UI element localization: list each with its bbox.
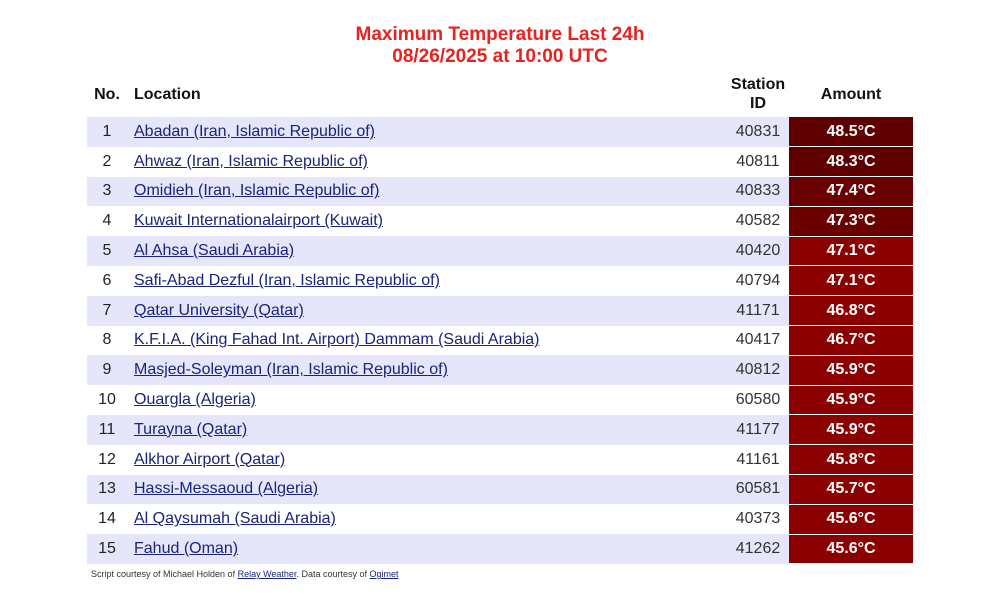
station-id-cell: 41171 [727, 296, 789, 326]
amount-cell: 45.7°C [789, 475, 913, 505]
row-number: 9 [87, 355, 127, 385]
amount-cell: 45.6°C [789, 504, 913, 534]
column-header-location: Location [134, 85, 201, 103]
location-link[interactable]: Al Qaysumah (Saudi Arabia) [134, 510, 336, 528]
station-id-cell: 60580 [727, 385, 789, 415]
location-link[interactable]: K.F.I.A. (King Fahad Int. Airport) Dammam (Saudi Arabia) [134, 331, 540, 349]
location-link[interactable]: Omidieh (Iran, Islamic Republic of) [134, 182, 380, 200]
location-link[interactable]: Al Ahsa (Saudi Arabia) [134, 242, 295, 260]
location-link[interactable]: Turayna (Qatar) [134, 420, 248, 438]
table-row [87, 326, 913, 356]
station-id-cell: 60581 [727, 475, 789, 505]
amount-cell: 48.5°C [789, 117, 913, 147]
row-number: 12 [87, 445, 127, 475]
table-row [87, 147, 913, 177]
station-id-cell: 40582 [727, 206, 789, 236]
row-number: 6 [87, 266, 127, 296]
station-id-cell: 40373 [727, 504, 789, 534]
location-cell [127, 147, 727, 177]
station-id-cell: 41177 [727, 415, 789, 445]
location-link[interactable]: Ouargla (Algeria) [134, 391, 256, 409]
table-row [87, 534, 913, 564]
row-number: 10 [87, 385, 127, 415]
location-cell [127, 236, 727, 266]
amount-cell: 47.1°C [789, 266, 913, 296]
row-number: 15 [87, 534, 127, 564]
row-number: 2 [87, 147, 127, 177]
table-row [87, 475, 913, 505]
row-number: 14 [87, 504, 127, 534]
location-link[interactable]: Safi-Abad Dezful (Iran, Islamic Republic of) [134, 271, 440, 289]
table-row [87, 296, 913, 326]
ogimet-link[interactable]: Ogimet [369, 569, 399, 579]
station-id-cell: 40417 [727, 326, 789, 356]
table-row [87, 206, 913, 236]
location-cell [127, 326, 727, 356]
location-cell [127, 266, 727, 296]
table-header [87, 71, 913, 117]
amount-cell: 48.3°C [789, 147, 913, 177]
column-header-station-id [727, 71, 789, 117]
table-row [87, 266, 913, 296]
amount-cell: 45.9°C [789, 355, 913, 385]
column-header-station-id-line1: Station [730, 76, 786, 93]
amount-cell: 45.9°C [789, 415, 913, 445]
row-number: 11 [87, 415, 127, 445]
row-number: 5 [87, 236, 127, 266]
station-id-cell: 41161 [727, 445, 789, 475]
amount-cell: 45.9°C [789, 385, 913, 415]
row-number: 1 [87, 117, 127, 147]
table-row [87, 445, 913, 475]
table-row [87, 117, 913, 147]
station-id-cell: 40420 [727, 236, 789, 266]
station-id-cell: 40811 [727, 147, 789, 177]
credits-prefix: Script courtesy of Michael Holden of [91, 569, 238, 579]
page-title: Maximum Temperature Last 24h [355, 24, 645, 45]
amount-cell: 47.4°C [789, 177, 913, 207]
table-row [87, 385, 913, 415]
location-cell [127, 445, 727, 475]
station-id-cell: 40794 [727, 266, 789, 296]
credits-middle: . Data courtesy of [296, 569, 370, 579]
location-cell [127, 355, 727, 385]
amount-cell: 47.3°C [789, 206, 913, 236]
station-id-cell: 40812 [727, 355, 789, 385]
location-cell [127, 415, 727, 445]
row-number: 4 [87, 206, 127, 236]
location-cell [127, 385, 727, 415]
station-id-cell: 40831 [727, 117, 789, 147]
temperature-table [87, 71, 913, 564]
credits-footer [91, 569, 399, 579]
amount-cell: 46.8°C [789, 296, 913, 326]
location-cell [127, 117, 727, 147]
column-header-no: No. [94, 85, 120, 103]
table-row [87, 355, 913, 385]
location-link[interactable]: Masjed-Soleyman (Iran, Islamic Republic of) [134, 361, 448, 379]
location-link[interactable]: Fahud (Oman) [134, 540, 239, 558]
row-number: 8 [87, 326, 127, 356]
location-link[interactable]: Alkhor Airport (Qatar) [134, 450, 286, 468]
page-subtitle: 08/26/2025 at 10:00 UTC [392, 46, 608, 67]
table-row [87, 504, 913, 534]
station-id-cell: 40833 [727, 177, 789, 207]
location-cell [127, 475, 727, 505]
location-link[interactable]: Kuwait Internationalairport (Kuwait) [134, 212, 384, 230]
station-id-cell: 41262 [727, 534, 789, 564]
location-cell [127, 534, 727, 564]
location-link[interactable]: Hassi-Messaoud (Algeria) [134, 480, 319, 498]
location-link[interactable]: Abadan (Iran, Islamic Republic of) [134, 122, 375, 140]
location-cell [127, 504, 727, 534]
table-row [87, 236, 913, 266]
row-number: 3 [87, 177, 127, 207]
relay-weather-link[interactable]: Relay Weather [237, 569, 297, 579]
column-header-amount: Amount [820, 85, 882, 103]
location-cell [127, 177, 727, 207]
page-header [0, 24, 1000, 68]
amount-cell: 45.8°C [789, 445, 913, 475]
amount-cell: 46.7°C [789, 326, 913, 356]
row-number: 7 [87, 296, 127, 326]
table-row [87, 415, 913, 445]
row-number: 13 [87, 475, 127, 505]
column-header-station-id-line2: ID [750, 95, 766, 112]
table-body [87, 117, 913, 564]
location-cell [127, 296, 727, 326]
location-cell [127, 206, 727, 236]
amount-cell: 47.1°C [789, 236, 913, 266]
location-link[interactable]: Ahwaz (Iran, Islamic Republic of) [134, 152, 368, 170]
location-link[interactable]: Qatar University (Qatar) [134, 301, 304, 319]
table-row [87, 177, 913, 207]
temperature-table-container [87, 71, 913, 564]
amount-cell: 45.6°C [789, 534, 913, 564]
